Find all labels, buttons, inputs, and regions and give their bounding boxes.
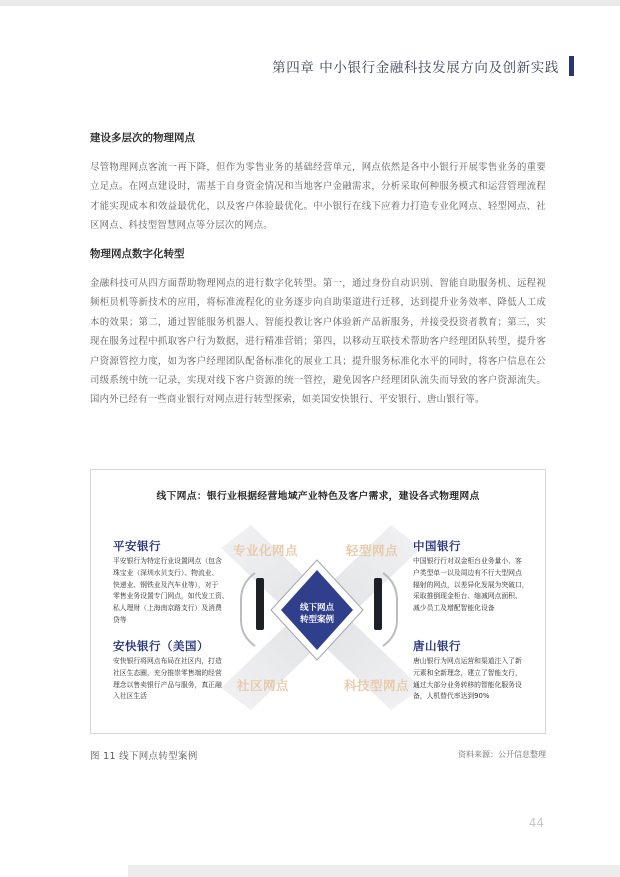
desc-line: 辐射的网点，以差异化发展为突破口， [413,580,529,589]
desc-line: 零售业务设置专门网点，如代发工资、 [113,592,229,601]
quad-label-professional: 专业化网点 [233,543,299,558]
bank-desc-china [413,556,529,615]
desc-line: 采取推倒现金柜台、缩减网点面积、 [413,592,522,601]
section-heading-digital-transformation: 物理网点数字化转型 [90,248,185,260]
desc-line: 平安银行为特定行业设置网点（包含 [113,557,222,565]
chapter-title: 第四章 中小银行金融科技发展方向及创新实践 [272,60,559,76]
desc-line: 私人理财（上海南京路支行）及消费 [113,604,222,613]
figure-caption: 图 11 线下网点转型案例 [90,751,198,762]
section-heading-physical-outlets: 建设多层次的物理网点 [90,132,195,144]
center-label [274,602,360,626]
desc-line: 社区生态圈，充分推崇零售端的经营 [113,668,222,677]
right-bracket [383,573,397,646]
bank-desc-umpqua [113,656,222,703]
bank-name-tangshan: 唐山银行 [413,639,461,653]
figure-source: 资料来源：公开信息整理 [458,750,546,759]
left-connector [256,578,264,630]
bank-name-pingan: 平安银行 [113,539,161,553]
quad-label-light: 轻型网点 [346,543,399,558]
quad-label-tech: 科技型网点 [344,678,410,693]
top-rule [0,0,620,6]
desc-line: 唐山银行为网点运营和渠道注入了新 [413,657,522,665]
chapter-header [272,56,574,76]
right-connector [374,578,382,630]
center-label-line1: 线下网点 [299,603,334,613]
figure-title: 线下网点：银行业根据经营地域产业特色及客户需求，建设各式物理网点 [156,491,480,502]
desc-line: 入社区生活 [113,692,147,701]
desc-line: 户类型单一以及周边有不行大型网点 [413,568,522,577]
page-number: 44 [528,816,544,830]
bank-name-china: 中国银行 [413,539,461,553]
bank-desc-pingan [113,556,229,627]
bank-name-umpqua: 安快银行（美国） [113,639,209,653]
paragraph-physical-outlets: 尽管物理网点客流一再下降，但作为零售业务的基础经营单元，网点依然是各中小银行开展零售业务的重要立足点。在网点建设时，需基于自身资金情况和当地客户金融需求，分析采取何种服务模式和运营管理流程才能实现成本和效益最优化，以及客户体验最优化。中小银行在线下应着力打造专业化网点、轻型网点、社区网点、科技型智慧网点等分层次的网点。 [90,162,546,232]
desc-line: 元素和全新理念，建立了智能支行， [413,668,522,677]
bottom-strip [128,865,620,877]
figure-offline-outlets [90,469,546,734]
desc-line: 通过大部分业务转移的智能化服务设 [413,680,522,689]
desc-line: 贷等 [113,615,127,624]
left-bracket [241,573,255,646]
desc-line: 珠宝业（深圳水贝支行）、物流业、 [113,568,219,577]
desc-line: 快递业、钢铁业及汽车业等），对于 [113,580,219,589]
desc-line: 减少员工及增配智能化设备 [413,604,495,613]
bank-desc-tangshan [413,656,522,703]
chapter-accent-bar [569,56,574,76]
paragraph-digital-transformation: 金融科技可从四方面帮助物理网点的进行数字化转型。第一，通过身份自动识别、智能自助服务机、远程视频柜员机等新技术的应用，将标准流程化的业务逐步向自助渠道进行迁移，达到提升业务效率、降低人工成本的效果；第二，通过智能服务机器人、智能投教让客户体验新产品新服务，并接受投资者教育；第三，实现在服务过程中抓取客户行为数据，进行精准营销；第四，以移动互联技术帮助客户经理团队转型，提升客户资源管控力度，如为客户经理团队配备标准化的展业工具；提升服务标准化水平的同时，将客户信息在公司级系统中统一记录，实现对线下客户资源的统一管控，避免因客户经理团队流失而导致的客户资源流失。国内外已经有一些商业银行对网点进行转型探索，如美国安快银行、平安银行、唐山银行等。 [90,278,546,406]
center-label-line2: 转型案例 [299,615,334,625]
desc-line: 中国银行行对双金柜台业务量小、客 [413,557,522,565]
quad-label-community: 社区网点 [237,678,290,693]
desc-line: 理念以售卖银行产品与服务，真正融 [113,680,222,689]
desc-line: 备，人机替代率达到90% [413,692,490,701]
desc-line: 安快银行将网点布局在社区内，打造 [113,657,222,665]
